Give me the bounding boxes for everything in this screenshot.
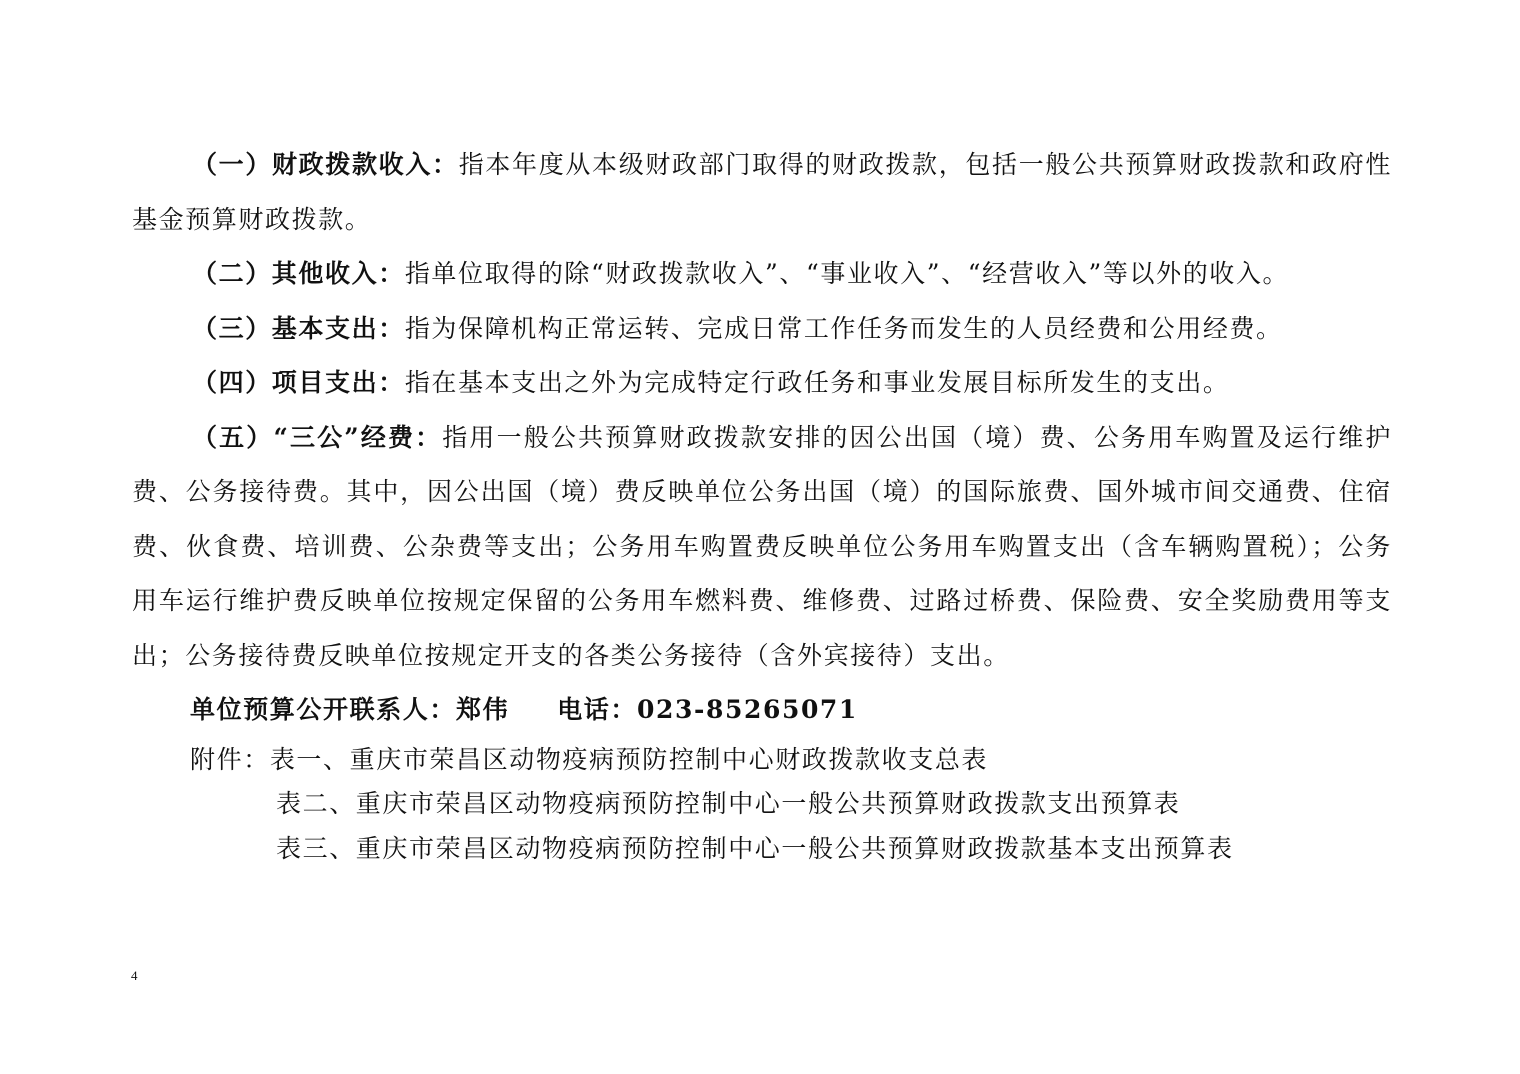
definition-text: 指在基本支出之外为完成特定行政任务和事业发展目标所发生的支出。	[404, 368, 1230, 397]
definition-text: 指本年度从本级财政部门取得的财政拨款，包括一般公共预算财政拨款和政府性基金预算财政拨款。	[132, 150, 1392, 234]
definition-other-income	[132, 247, 1392, 302]
definition-text: 指为保障机构正常运转、完成日常工作任务而发生的人员经费和公用经费。	[404, 313, 1283, 343]
page-number: 4	[131, 968, 138, 983]
definition-term: （四）项目支出：	[192, 368, 405, 397]
contact-phone: 电话：023-85265071	[557, 695, 858, 724]
definition-term: （一）财政拨款收入：	[192, 150, 459, 179]
definition-text: 指用一般公共预算财政拨款安排的因公出国（境）费、公务用车购置及运行维护费、公务接待费。其中，因公出国（境）费反映单位公务出国（境）的国际旅费、国外城市间交通费、住宿费、伙食费、培训费、公杂费等支出；公务用车购置费反映单位公务用车购置支出（含车辆购置税）；公务用车运行维护费反映单位按规定保留的公务用车燃料费、维修费、过路过桥费、保险费、安全奖励费用等支出；公务接待费反映单位按规定开支的各类公务接待（含外宾接待）支出。	[132, 422, 1392, 670]
attachment-title: 表二、重庆市荣昌区动物疫病预防控制中心一般公共预算财政拨款支出预算表	[276, 789, 1181, 818]
definition-three-public-expenses	[132, 411, 1392, 684]
definition-term: （三）基本支出：	[192, 313, 405, 343]
attachment-title: 表三、重庆市荣昌区动物疫病预防控制中心一般公共预算财政拨款基本支出预算表	[276, 833, 1234, 863]
definition-text: 指单位取得的除“财政拨款收入”、“事业收入”、“经营收入”等以外的收入。	[404, 259, 1290, 288]
attachment-item	[190, 738, 1392, 783]
definition-project-expenditure	[132, 356, 1392, 411]
attachment-item	[190, 782, 1392, 827]
contact-line	[132, 683, 1392, 738]
contact-person: 单位预算公开联系人：郑伟	[190, 695, 510, 724]
attachments-label: 附件：	[190, 744, 270, 774]
attachment-item	[190, 827, 1392, 872]
document-body	[132, 138, 1392, 871]
attachment-title: 表一、重庆市荣昌区动物疫病预防控制中心财政拨款收支总表	[269, 744, 989, 774]
definition-fiscal-appropriation-income	[132, 138, 1392, 247]
definition-term: （五）“三公”经费：	[192, 422, 443, 452]
definition-basic-expenditure	[132, 302, 1392, 357]
attachments-list	[132, 738, 1392, 872]
definition-term: （二）其他收入：	[192, 259, 405, 288]
